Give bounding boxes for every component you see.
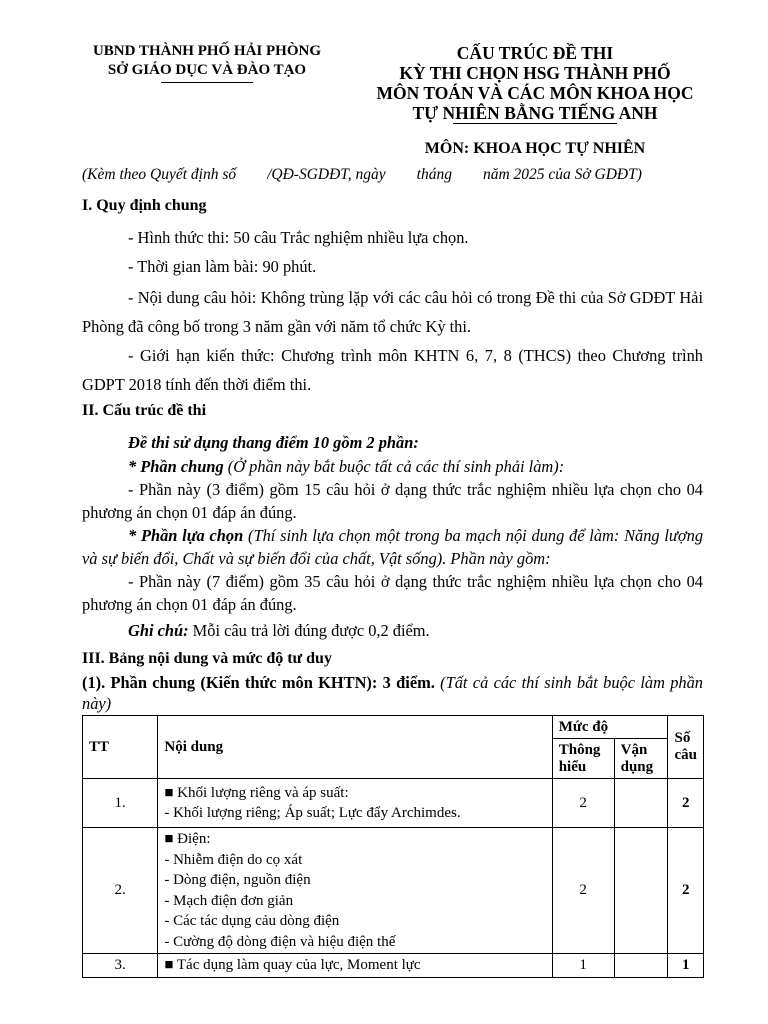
- row-1-line: ■ Khối lượng riêng và áp suất:: [164, 784, 349, 801]
- row-2-line: - Mạch điện đơn giản: [164, 892, 294, 909]
- scoring-intro: Đề thi sử dụng thang điểm 10 gồm 2 phần:: [128, 433, 419, 452]
- row-2-line: - Dòng điện, nguồn điện: [164, 872, 311, 888]
- header-count: Số câu: [668, 716, 704, 779]
- row-1-count: 2: [668, 779, 704, 828]
- document-title: [368, 43, 702, 124]
- common-part-note: (Ở phần này bắt buộc tất cả các thí sinh phải làm):: [223, 457, 565, 476]
- section-1-item-4: - Giới hạn kiến thức: Chương trình môn KHTN 6, 7, 8 (THCS) theo Chương trình GDPT 2018 tính đến thời điểm thi.: [82, 346, 703, 394]
- title-underline: [453, 123, 617, 124]
- row-2-tt: 2.: [83, 828, 158, 954]
- table-row: [83, 954, 704, 978]
- row-2-apply: [614, 828, 668, 954]
- common-part-desc: - Phần này (3 điểm) gồm 15 câu hỏi ở dạng thức trắc nghiệm nhiều lựa chọn cho 04 phương án chọn 01 đáp án đúng.: [82, 480, 703, 522]
- title-line-2: KỲ THI CHỌN HSG THÀNH PHỐ: [399, 63, 671, 83]
- section-3-subheading: [82, 672, 703, 714]
- section-1-item-2: - Thời gian làm bài: 90 phút.: [128, 257, 317, 276]
- header-apply: Vận dụng: [614, 739, 668, 779]
- section-1-item-1: - Hình thức thi: 50 câu Trắc nghiệm nhiều lựa chọn.: [128, 228, 469, 247]
- row-3-line: ■ Tác dụng làm quay của lực, Moment lực: [164, 957, 421, 973]
- note-label: Ghi chú:: [128, 621, 189, 640]
- header-level: Mức độ: [552, 716, 668, 739]
- decree-reference: (Kèm theo Quyết định số /QĐ-SGDĐT, ngày tháng năm 2025 của Sở GDĐT): [82, 166, 642, 183]
- choice-part-desc: - Phần này (7 điểm) gồm 35 câu hỏi ở dạng thức trắc nghiệm nhiều lựa chọn cho 04 phương án chọn 01 đáp án đúng.: [82, 572, 703, 614]
- table-row: [83, 828, 704, 954]
- title-line-1: CẤU TRÚC ĐỀ THI: [456, 43, 614, 63]
- row-2-line: ■ Điện:: [164, 831, 211, 847]
- row-2-count: 2: [668, 828, 704, 954]
- row-3-content: [158, 954, 552, 978]
- row-1-understand: 2: [552, 779, 614, 828]
- row-2-content: [158, 828, 552, 954]
- org-line-2: SỞ GIÁO DỤC VÀ ĐÀO TẠO: [107, 62, 307, 78]
- row-3-tt: 3.: [83, 954, 158, 978]
- row-3-apply: [614, 954, 668, 978]
- sub-heading-bold: (1). Phần chung (Kiến thức môn KHTN): 3 điểm.: [82, 673, 435, 692]
- title-line-3: MÔN TOÁN VÀ CÁC MÔN KHOA HỌC: [376, 83, 694, 103]
- common-part-line: [82, 455, 703, 478]
- row-2-line: - Cường độ dòng điện và hiệu điện thế: [164, 933, 396, 950]
- choice-part-label: * Phần lựa chọn: [128, 526, 244, 545]
- table-row: [83, 779, 704, 828]
- choice-part-line: [82, 524, 703, 570]
- note-line: [82, 619, 703, 642]
- row-2-line: - Các tác dụng cảu dòng điện: [164, 913, 340, 929]
- content-level-table: [82, 715, 704, 978]
- row-1-line: - Khối lượng riêng; Áp suất; Lực đẩy Archimdes.: [164, 805, 461, 821]
- note-text: Mỗi câu trả lời đúng được 0,2 điểm.: [188, 621, 430, 640]
- header-understand: Thông hiểu: [552, 739, 614, 779]
- choice-part-note: (Thí sinh lựa chọn một trong ba mạch nội dung để làm: Năng lượng và sự biến đổi, Chất và sự biến đổi của chất, Vật sống). Phần này gồm:: [82, 526, 704, 568]
- org-underline: [161, 82, 253, 83]
- org-line-1: UBND THÀNH PHỐ HẢI PHÒNG: [92, 43, 322, 59]
- row-3-understand: 1: [552, 954, 614, 978]
- organization-header: [76, 42, 338, 83]
- section-1-heading: I. Quy định chung: [82, 197, 207, 214]
- row-1-content: [158, 779, 552, 828]
- row-2-line: - Nhiễm điện do cọ xát: [164, 851, 303, 868]
- section-2-heading: II. Cấu trúc đề thi: [82, 402, 207, 419]
- row-1-tt: 1.: [83, 779, 158, 828]
- header-content: Nội dung: [158, 716, 552, 779]
- section-3-heading: III. Bảng nội dung và mức độ tư duy: [82, 650, 332, 667]
- common-part-label: * Phần chung: [128, 457, 224, 476]
- row-1-apply: [614, 779, 668, 828]
- section-1-item-3: - Nội dung câu hỏi: Không trùng lặp với các câu hỏi có trong Đề thi của Sở GDĐT Hải Phòng đã công bố trong 3 năm gần với năm tổ chức Kỳ thi.: [82, 288, 703, 336]
- subject-heading: MÔN: KHOA HỌC TỰ NHIÊN: [424, 140, 646, 157]
- row-3-count: 1: [668, 954, 704, 978]
- header-tt: TT: [83, 716, 158, 779]
- sub-heading-note: (Tất cả các thí sinh bắt buộc làm phần này): [82, 673, 703, 713]
- table-header-row: [83, 716, 704, 739]
- title-line-4: TỰ NHIÊN BẰNG TIẾNG ANH: [412, 103, 658, 123]
- row-2-understand: 2: [552, 828, 614, 954]
